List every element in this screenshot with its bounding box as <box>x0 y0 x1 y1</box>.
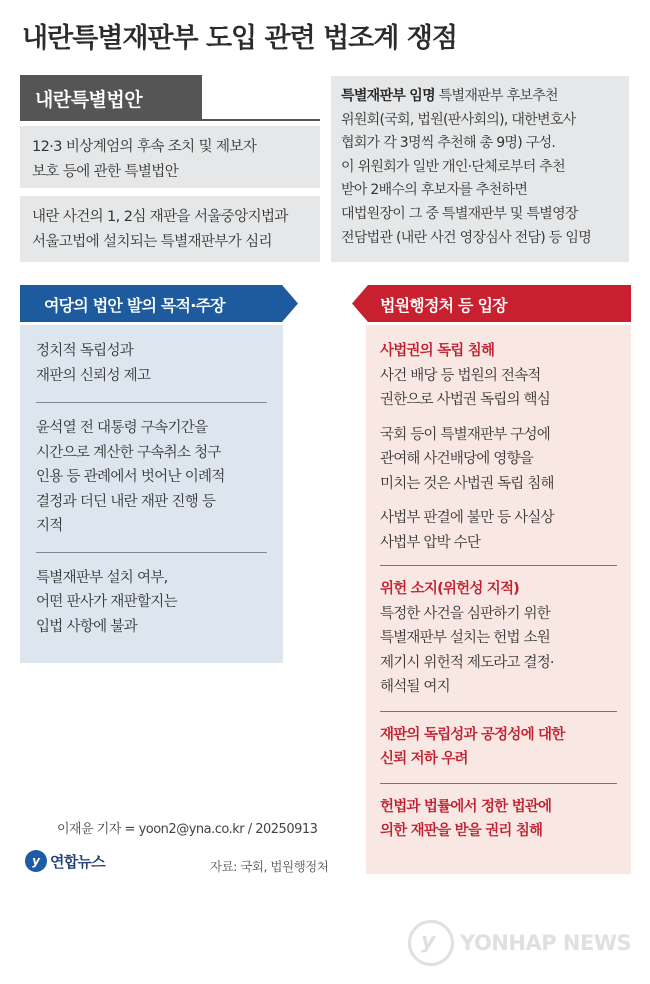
court-section-judicial-independence <box>380 325 617 555</box>
court-paragraph-line: 사법부 압박 수단 <box>380 534 481 551</box>
ruling-item <box>36 325 267 402</box>
appointment-box <box>331 76 629 262</box>
page-title: 내란특별재판부 도입 관련 법조계 쟁점 <box>22 23 457 54</box>
appointment-line: 위원회(국회, 법원(판사회의), 대한변호사 <box>341 111 576 128</box>
court-paragraph-line: 미치는 것은 사법권 독립 침해 <box>380 475 554 492</box>
ruling-item <box>36 403 267 552</box>
reporter-credit: 이재윤 기자 = yoon2@yna.co.kr / 20250913 <box>57 822 318 837</box>
ruling-party-header-label: 여당의 법안 발의 목적·주장 <box>44 296 225 315</box>
bill-tag-underline <box>20 119 320 121</box>
court-section-heading: 사법권의 독립 침해 <box>380 343 495 359</box>
court-paragraph-line: 특별재판부 설치는 헌법 소원 <box>380 630 550 646</box>
court-header <box>352 285 631 322</box>
appointment-first-line <box>341 85 619 109</box>
court-section-unconstitutional <box>380 566 617 711</box>
court-paragraph-line: 권한으로 사법권 독립의 핵심 <box>380 392 550 408</box>
ruling-item-line: 재판의 신뢰성 제고 <box>36 367 151 384</box>
yonhap-logo <box>25 848 125 876</box>
court-section-right-to-trial <box>380 784 617 844</box>
watermark-circle-icon: y <box>408 920 454 966</box>
appointment-line: 이 위원회가 일반 개인·단체로부터 추천 <box>341 158 565 175</box>
yonhap-logo-icon: y <box>25 850 47 872</box>
court-section-heading: 신뢰 저하 우려 <box>380 751 468 767</box>
appointment-line: 받아 2배수의 후보자를 추천하면 <box>341 182 528 199</box>
court-panel <box>366 325 631 874</box>
ruling-item-line: 입법 사항에 불과 <box>36 618 137 635</box>
bill-trial-box <box>20 196 320 262</box>
ruling-item-line: 특별재판부 설치 여부, <box>36 569 168 586</box>
appointment-line: 대법원장이 그 중 특별재판부 및 특별영장 <box>341 205 578 222</box>
ruling-item-line: 결정과 더딘 내란 재판 진행 등 <box>36 493 216 510</box>
ruling-item-line: 인용 등 관례에서 벗어난 이례적 <box>36 469 225 485</box>
appointment-first-line-rest: 특별재판부 후보추천 <box>434 88 558 104</box>
ruling-item-line: 어떤 판사가 재판할지는 <box>36 594 177 610</box>
ruling-party-panel <box>20 325 283 663</box>
source-note: 자료: 국회, 법원행정처 <box>210 859 329 874</box>
bill-title-line: 보호 등에 관한 특별법안 <box>32 164 179 180</box>
court-section-heading: 위헌 소지(위헌성 지적) <box>380 581 520 597</box>
ruling-item-line: 윤석열 전 대통령 구속기간을 <box>36 420 208 436</box>
ruling-item-line: 시간으로 계산한 구속취소 청구 <box>36 444 221 461</box>
court-section-heading: 의한 재판을 받을 권리 침해 <box>380 823 543 839</box>
bill-title-box <box>20 126 320 188</box>
bill-trial-line: 내란 사건의 1, 2심 재판을 서울중앙지법과 <box>32 209 288 225</box>
court-paragraph-line: 관여해 사건배당에 영향을 <box>380 451 533 467</box>
court-section-heading: 헌법과 법률에서 정한 법관에 <box>380 798 552 815</box>
court-paragraph-line: 사법부 판결에 불만 등 사실상 <box>380 510 554 526</box>
yonhap-watermark <box>408 920 638 968</box>
appointment-heading: 특별재판부 임명 <box>341 88 435 104</box>
bill-tag: 내란특별법안 <box>20 75 202 120</box>
court-section-heading: 재판의 독립성과 공정성에 대한 <box>380 726 565 743</box>
appointment-line: 전담법관 (내란 사건 영장심사 전담) 등 임명 <box>341 229 592 246</box>
appointment-line: 협회가 각 3명씩 추천해 총 9명) 구성. <box>341 135 556 152</box>
court-paragraph-line: 특정한 사건을 심판하기 위한 <box>380 605 550 622</box>
bill-title-line: 12·3 비상계엄의 후속 조치 및 제보자 <box>32 139 257 155</box>
court-header-label: 법원행정처 등 입장 <box>380 296 507 315</box>
court-paragraph-line: 제기시 위헌적 제도라고 결정· <box>380 654 554 671</box>
bill-trial-line: 서울고법에 설치되는 특별재판부가 심리 <box>32 234 272 250</box>
court-section-trust <box>380 712 617 783</box>
ruling-item-line: 지적 <box>36 518 63 534</box>
court-paragraph-line: 해석될 여지 <box>380 679 450 695</box>
watermark-text: YONHAP NEWS <box>460 931 632 955</box>
ruling-item <box>36 553 267 640</box>
ruling-party-header <box>20 285 298 322</box>
court-paragraph-line: 사건 배당 등 법원의 전속적 <box>380 367 541 384</box>
yonhap-logo-text: 연합뉴스 <box>50 853 105 871</box>
ruling-item-line: 정치적 독립성과 <box>36 343 134 359</box>
court-paragraph-line: 국회 등이 특별재판부 구성에 <box>380 426 550 443</box>
